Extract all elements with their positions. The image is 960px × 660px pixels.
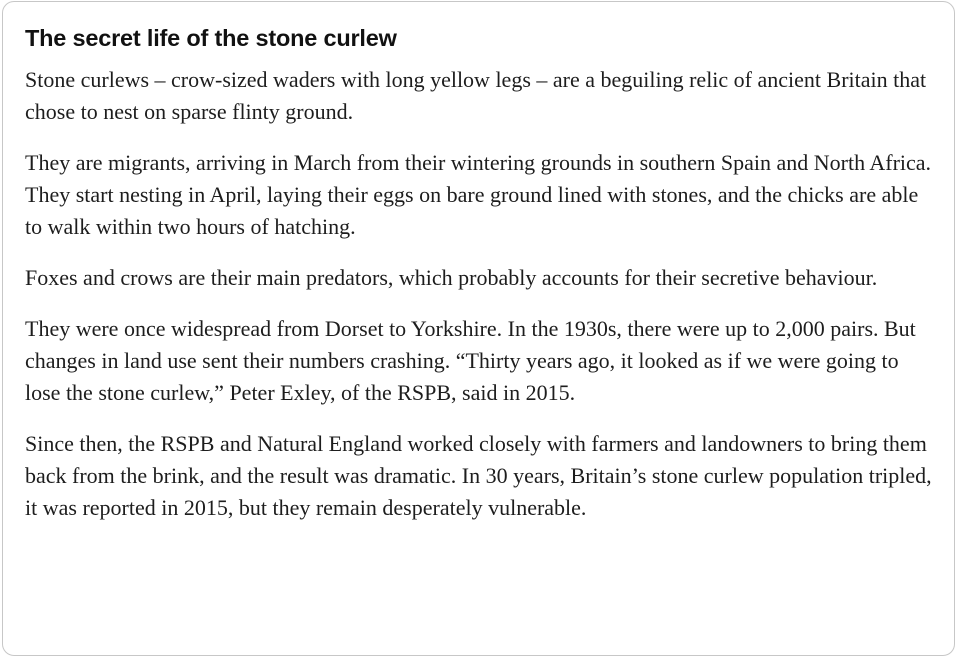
article-paragraph-3: Foxes and crows are their main predators, which probably accounts for their secretive behaviour. [25, 265, 878, 290]
article-paragraph-4: They were once widespread from Dorset to Yorkshire. In the 1930s, there were up to 2,000 pairs. But changes in land use sent their numbers crashing. “Thirty years ago, it looked as if we were going to lose the stone curlew,” Peter Exley, of the RSPB, said in 2015. [25, 316, 916, 405]
article-card [2, 1, 955, 656]
article-title: The secret life of the stone curlew [25, 25, 397, 51]
article-paragraph-1: Stone curlews – crow-sized waders with long yellow legs – are a beguiling relic of ancient Britain that chose to nest on sparse flinty ground. [25, 67, 927, 124]
article-paragraph-2: They are migrants, arriving in March from their wintering grounds in southern Spain and North Africa. They start nesting in April, laying their eggs on bare ground lined with stones, and the chicks are able to walk within two hours of hatching. [25, 150, 932, 239]
article-paragraph-5: Since then, the RSPB and Natural England worked closely with farmers and landowners to bring them back from the brink, and the result was dramatic. In 30 years, Britain’s stone curlew population tripled, it was reported in 2015, but they remain desperately vulnerable. [25, 431, 932, 520]
